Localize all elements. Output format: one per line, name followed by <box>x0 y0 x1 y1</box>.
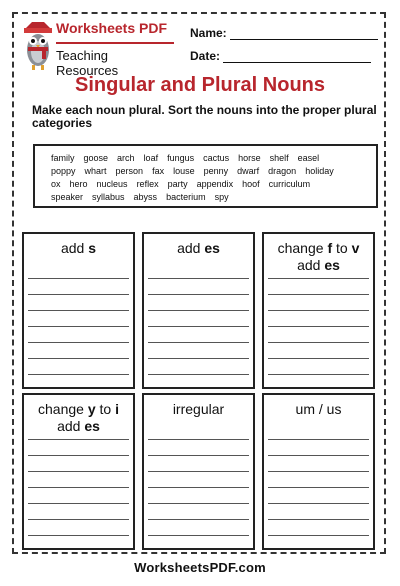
answer-line[interactable] <box>268 455 369 456</box>
answer-line[interactable] <box>28 342 129 343</box>
date-label: Date: <box>190 49 221 63</box>
word: ox <box>51 179 61 189</box>
word: easel <box>297 153 320 163</box>
name-field[interactable] <box>190 26 378 40</box>
word: poppy <box>51 166 76 176</box>
word: arch <box>117 153 135 163</box>
category-box-irregular <box>142 393 255 550</box>
answer-line[interactable] <box>28 535 129 536</box>
word: party <box>167 179 188 189</box>
category-heading: irregular <box>172 401 225 417</box>
category-box-add-es <box>142 232 255 389</box>
answer-line[interactable] <box>28 326 129 327</box>
category-heading: um / us <box>295 401 342 417</box>
word: curriculum <box>268 179 311 189</box>
word: hoof <box>242 179 260 189</box>
word: person <box>115 166 144 176</box>
word: hero <box>69 179 88 189</box>
word-bank-row <box>51 152 376 165</box>
logo-divider <box>56 42 174 44</box>
name-label: Name: <box>190 26 227 40</box>
answer-line[interactable] <box>148 374 249 375</box>
owl-mascot-icon <box>22 20 54 72</box>
answer-line[interactable] <box>28 503 129 504</box>
answer-line[interactable] <box>268 358 369 359</box>
word: horse <box>238 153 261 163</box>
word: spy <box>214 192 229 202</box>
answer-line[interactable] <box>28 519 129 520</box>
answer-line[interactable] <box>268 471 369 472</box>
word: dwarf <box>237 166 260 176</box>
logo-subtitle: Teaching Resources <box>56 48 119 78</box>
footer-site: WorksheetsPDF.com <box>134 560 266 575</box>
word-bank-row <box>51 191 376 204</box>
word: fax <box>152 166 165 176</box>
answer-line[interactable] <box>268 278 369 279</box>
answer-line[interactable] <box>148 487 249 488</box>
word: penny <box>203 166 229 176</box>
word: appendix <box>196 179 234 189</box>
answer-line[interactable] <box>28 471 129 472</box>
word: shelf <box>269 153 289 163</box>
worksheet-title: Singular and Plural Nouns <box>74 74 326 96</box>
answer-line[interactable] <box>148 503 249 504</box>
word: nucleus <box>96 179 128 189</box>
instructions: Make each noun plural. Sort the nouns into the proper plural categories <box>32 103 377 130</box>
word-bank-row <box>51 178 376 191</box>
answer-line[interactable] <box>268 294 369 295</box>
name-line[interactable] <box>230 28 378 40</box>
category-box-add-s <box>22 232 135 389</box>
category-box-y-to-i <box>22 393 135 550</box>
word: speaker <box>51 192 84 202</box>
category-heading: add s <box>60 240 97 256</box>
category-heading: add es <box>177 240 220 256</box>
word: reflex <box>136 179 159 189</box>
answer-line[interactable] <box>28 278 129 279</box>
answer-line[interactable] <box>148 342 249 343</box>
word: holiday <box>305 166 334 176</box>
date-line[interactable] <box>223 51 371 63</box>
answer-line[interactable] <box>148 519 249 520</box>
category-box-f-to-v <box>262 232 375 389</box>
word: louse <box>173 166 195 176</box>
answer-line[interactable] <box>268 487 369 488</box>
category-heading: change y to i add es <box>38 401 119 434</box>
answer-line[interactable] <box>148 471 249 472</box>
answer-line[interactable] <box>28 294 129 295</box>
word: bacterium <box>166 192 206 202</box>
answer-line[interactable] <box>148 358 249 359</box>
word: loaf <box>143 153 159 163</box>
word-bank-row <box>51 165 376 178</box>
category-heading: change f to v add es <box>277 240 360 273</box>
answer-line[interactable] <box>28 374 129 375</box>
answer-line[interactable] <box>148 278 249 279</box>
date-field[interactable] <box>190 49 371 63</box>
word: family <box>51 153 75 163</box>
word: fungus <box>167 153 195 163</box>
answer-line[interactable] <box>268 374 369 375</box>
answer-line[interactable] <box>148 439 249 440</box>
category-box-um-us <box>262 393 375 550</box>
word: whart <box>84 166 107 176</box>
answer-line[interactable] <box>148 310 249 311</box>
logo-title: Worksheets PDF <box>56 20 167 36</box>
answer-line[interactable] <box>28 487 129 488</box>
word: abyss <box>133 192 158 202</box>
answer-line[interactable] <box>28 455 129 456</box>
word-bank <box>33 144 378 208</box>
answer-line[interactable] <box>28 358 129 359</box>
word: goose <box>83 153 109 163</box>
answer-line[interactable] <box>148 326 249 327</box>
answer-line[interactable] <box>28 439 129 440</box>
word: dragon <box>268 166 297 176</box>
answer-line[interactable] <box>148 294 249 295</box>
answer-line[interactable] <box>268 326 369 327</box>
word: cactus <box>203 153 230 163</box>
answer-line[interactable] <box>268 310 369 311</box>
answer-line[interactable] <box>28 310 129 311</box>
answer-line[interactable] <box>268 519 369 520</box>
answer-line[interactable] <box>268 535 369 536</box>
answer-line[interactable] <box>148 535 249 536</box>
answer-line[interactable] <box>268 503 369 504</box>
answer-line[interactable] <box>148 455 249 456</box>
site-logo <box>22 20 172 78</box>
word: syllabus <box>92 192 125 202</box>
answer-line[interactable] <box>268 439 369 440</box>
answer-line[interactable] <box>268 342 369 343</box>
